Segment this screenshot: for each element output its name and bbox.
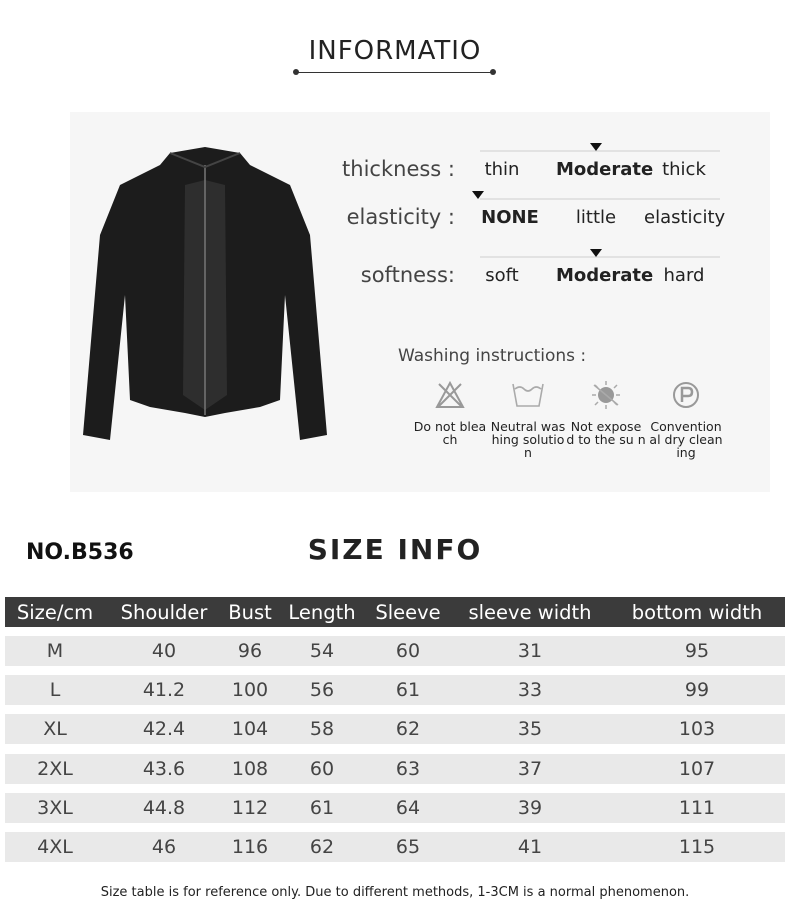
table-cell: 61 (395, 679, 421, 702)
attribute-option: Moderate (556, 265, 654, 286)
table-cell: M (46, 640, 64, 662)
table-cell: 62 (309, 836, 335, 858)
attribute-label: softness: (360, 263, 455, 287)
washing-title: Washing instructions : (398, 346, 587, 366)
table-row (5, 832, 785, 862)
washing-label: Not expose d to the su n (566, 419, 646, 447)
table-cell: 96 (237, 640, 263, 662)
attribute-option: elasticity (644, 207, 726, 228)
column-header: Sleeve (375, 600, 441, 624)
table-cell: 54 (309, 640, 335, 662)
table-cell: 33 (517, 679, 543, 702)
scale-line (480, 198, 720, 200)
section-title: INFORMATIO (308, 36, 482, 66)
table-cell: 37 (517, 757, 543, 780)
table-cell: L (49, 679, 61, 702)
table-cell: 35 (517, 718, 543, 741)
table-cell: 43.6 (142, 757, 186, 780)
table-row (5, 636, 785, 666)
column-header: sleeve width (468, 600, 592, 624)
table-cell: 39 (517, 796, 543, 819)
attribute-option: thick (662, 159, 706, 180)
table-cell: 65 (395, 836, 421, 858)
table-row (5, 714, 785, 744)
table-cell: 61 (309, 796, 335, 819)
table-cell: 100 (231, 679, 269, 702)
table-cell: 107 (678, 757, 716, 780)
table-cell: 64 (395, 796, 421, 819)
selected-marker-icon (590, 143, 602, 151)
title-underline (296, 72, 494, 73)
table-cell: 62 (395, 718, 421, 741)
attribute-label: elasticity : (346, 205, 455, 229)
table-row (5, 793, 785, 823)
washing-label: Neutral was hing solutio n (490, 419, 566, 460)
no-bleach-icon (410, 380, 490, 414)
table-cell: 40 (151, 640, 177, 662)
table-cell: 99 (684, 679, 710, 702)
attribute-option: thin (484, 159, 520, 180)
jacket-image (75, 145, 335, 470)
attribute-label: thickness : (342, 157, 455, 181)
table-cell: 58 (309, 718, 335, 741)
table-cell: 115 (678, 836, 716, 858)
table-cell: 41.2 (142, 679, 186, 702)
column-header: Length (288, 600, 356, 624)
selected-marker-icon (472, 191, 484, 199)
table-cell: 103 (678, 718, 716, 741)
column-header: Shoulder (120, 600, 208, 624)
table-cell: 112 (231, 796, 269, 819)
table-cell: 41 (517, 836, 543, 858)
table-cell: XL (43, 718, 67, 741)
no-sun-icon (566, 380, 646, 414)
table-cell: 60 (309, 757, 335, 780)
size-title: SIZE INFO (307, 533, 483, 566)
underline-dot (490, 69, 496, 75)
table-cell: 111 (678, 796, 716, 819)
attribute-option: little (575, 207, 617, 228)
table-cell: 116 (231, 836, 269, 858)
table-cell: 46 (151, 836, 177, 858)
table-cell: 108 (231, 757, 269, 780)
attribute-option: soft (485, 265, 519, 286)
table-cell: 42.4 (142, 718, 186, 741)
table-cell: 56 (309, 679, 335, 702)
column-header: Size/cm (16, 600, 94, 624)
column-header: Bust (228, 600, 272, 624)
table-cell: 44.8 (142, 796, 186, 819)
table-cell: 104 (231, 718, 269, 741)
table-row (5, 675, 785, 705)
underline-dot (293, 69, 299, 75)
washing-label: Convention al dry clean ing (649, 419, 723, 460)
column-header: bottom width (631, 600, 763, 624)
attribute-option: Moderate (556, 159, 654, 180)
table-cell: 4XL (37, 836, 73, 858)
dry-clean-icon (646, 380, 726, 414)
table-cell: 31 (517, 640, 543, 662)
table-cell: 95 (684, 640, 710, 662)
table-header (5, 597, 785, 627)
table-cell: 60 (395, 640, 421, 662)
table-cell: 63 (395, 757, 421, 780)
table-cell: 2XL (37, 757, 73, 780)
table-row (5, 754, 785, 784)
product-number: NO.B536 (26, 540, 134, 565)
neutral-wash-icon (488, 380, 568, 412)
attribute-option: hard (663, 265, 705, 286)
table-cell: 3XL (37, 796, 73, 819)
selected-marker-icon (590, 249, 602, 257)
washing-label: Do not blea ch (413, 419, 487, 447)
size-note: Size table is for reference only. Due to different methods, 1-3CM is a normal phenomenon. (100, 885, 690, 900)
attribute-option: NONE (481, 207, 539, 228)
